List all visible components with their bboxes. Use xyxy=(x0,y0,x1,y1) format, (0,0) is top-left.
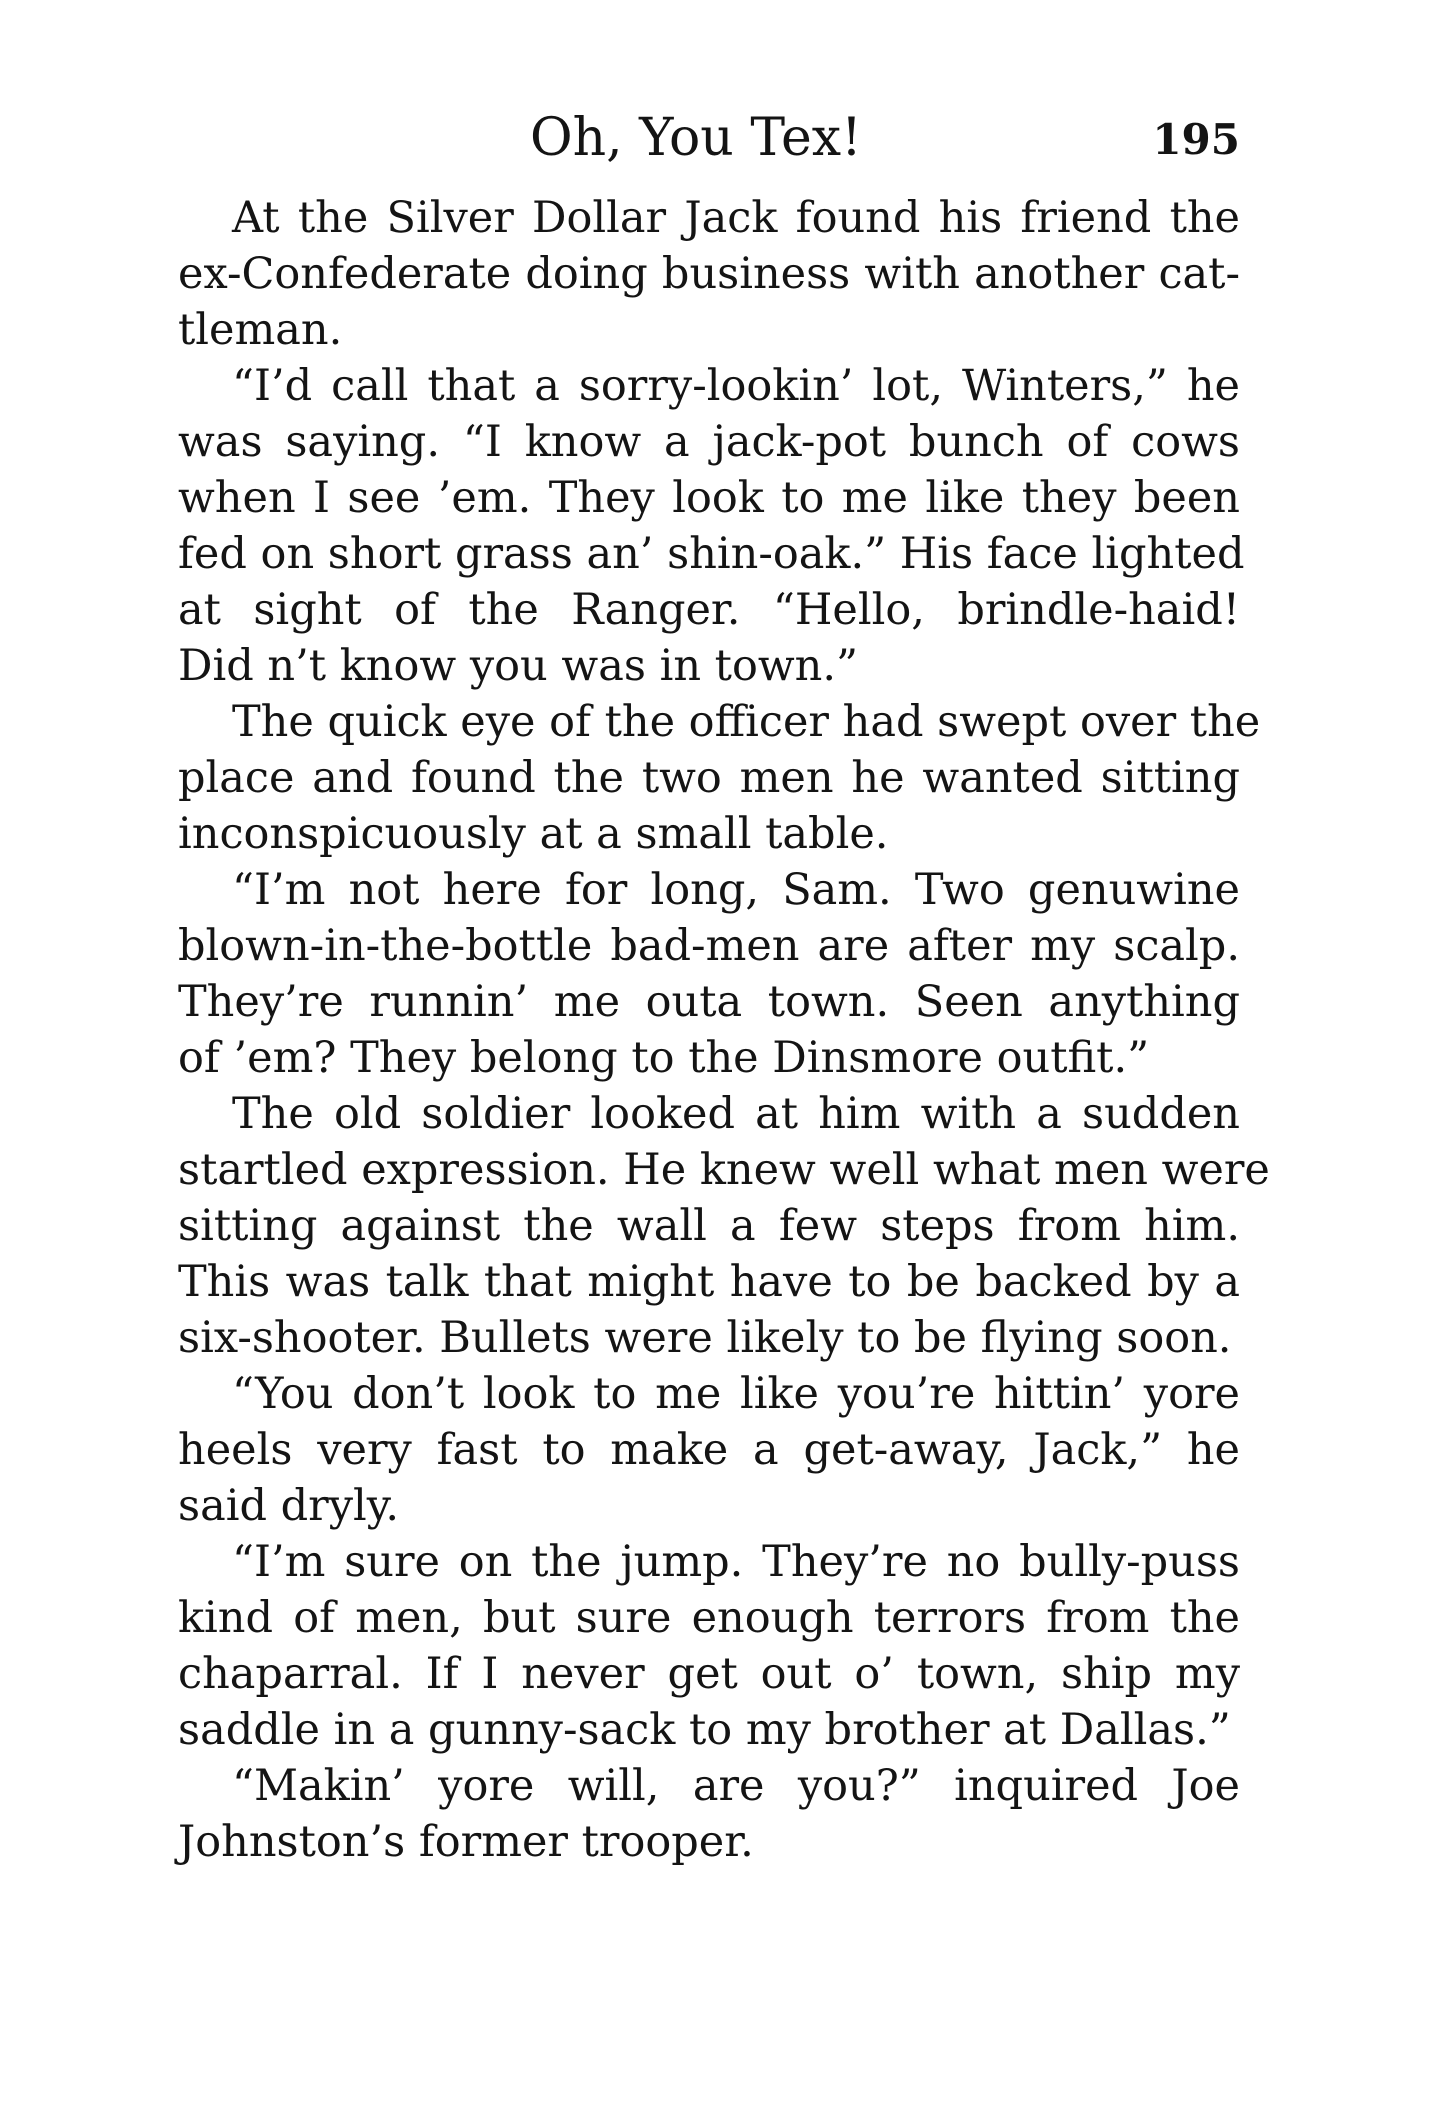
page-number: 195 xyxy=(1152,115,1240,164)
text-line: startled expression. He knew well what men were xyxy=(178,1145,1270,1195)
text-line: “I’d call that a sorry-lookin’ lot, Winters,” he xyxy=(232,361,1240,411)
text-line: At the Silver Dollar Jack found his friend the xyxy=(232,193,1240,243)
paragraph xyxy=(178,1534,1240,1758)
text-line: kind of men, but sure enough terrors from the xyxy=(178,1593,1240,1643)
text-line: They’re runnin’ me outa town. Seen anything xyxy=(178,977,1240,1027)
text-line: place and found the two men he wanted sitting xyxy=(178,753,1240,803)
text-line: tleman. xyxy=(178,305,343,355)
text-line: “You don’t look to me like you’re hittin’ yore xyxy=(232,1369,1240,1419)
text-line: Did n’t know you was in town.” xyxy=(178,641,859,691)
text-line: was saying. “I know a jack-pot bunch of cows xyxy=(178,417,1240,467)
text-line: chaparral. If I never get out o’ town, ship my xyxy=(178,1649,1240,1699)
text-line: heels very fast to make a get-away, Jack,” he xyxy=(178,1425,1240,1475)
text-line: The old soldier looked at him with a sudden xyxy=(232,1089,1240,1139)
text-line: inconspicuously at a small table. xyxy=(178,809,889,859)
paragraph xyxy=(178,862,1240,1086)
paragraph xyxy=(178,358,1245,694)
text-line: six-shooter. Bullets were likely to be flying soon. xyxy=(178,1313,1232,1363)
paragraph xyxy=(178,1086,1270,1366)
text-line: The quick eye of the officer had swept over the xyxy=(232,697,1261,747)
text-line: “I’m sure on the jump. They’re no bully-puss xyxy=(232,1537,1240,1587)
paragraph xyxy=(178,190,1240,358)
text-line: Johnston’s former trooper. xyxy=(178,1817,754,1867)
text-line: when I see ’em. They look to me like they been xyxy=(178,473,1240,523)
text-line: fed on short grass an’ shin-oak.” His face lighted xyxy=(178,529,1245,579)
text-line: “I’m not here for long, Sam. Two genuwine xyxy=(232,865,1240,915)
text-line: of ’em? They belong to the Dinsmore outfit.” xyxy=(178,1033,1150,1083)
text-line: blown-in-the-bottle bad-men are after my scalp. xyxy=(178,921,1240,971)
paragraph xyxy=(178,1366,1240,1534)
text-line: This was talk that might have to be backed by a xyxy=(178,1257,1240,1307)
text-line: saddle in a gunny-sack to my brother at Dallas.” xyxy=(178,1705,1231,1755)
text-line: said dryly. xyxy=(178,1481,400,1531)
paragraph xyxy=(178,1758,1240,1870)
text-line: at sight of the Ranger. “Hello, brindle-haid! xyxy=(178,585,1240,635)
text-line: “Makin’ yore will, are you?” inquired Joe xyxy=(232,1761,1240,1811)
running-title: Oh, You Tex! xyxy=(530,108,862,168)
text-line: ex-Confederate doing business with another cat- xyxy=(178,249,1240,299)
page-header xyxy=(178,103,1240,173)
body-text xyxy=(178,190,1270,1870)
paragraph xyxy=(178,694,1261,862)
text-line: sitting against the wall a few steps from him. xyxy=(178,1201,1240,1251)
